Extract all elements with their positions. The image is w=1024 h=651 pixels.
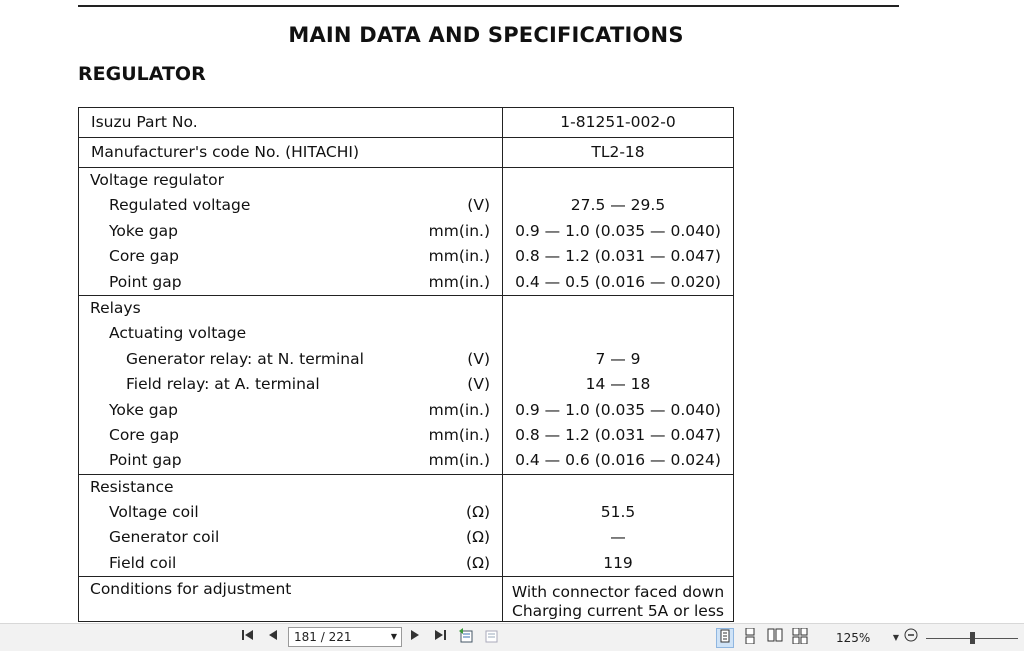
spec-label: Point gap xyxy=(109,272,182,291)
first-page-icon xyxy=(241,628,255,642)
next-view-icon xyxy=(484,628,502,644)
go-forward-view-button[interactable] xyxy=(484,628,502,648)
conditions-value-line: Charging current 5A or less xyxy=(512,602,724,621)
spec-value: 51.5 xyxy=(600,503,636,522)
chevron-down-icon: ▼ xyxy=(390,632,397,641)
continuous-facing-icon xyxy=(792,628,808,644)
part-no-label: Isuzu Part No. xyxy=(79,108,503,138)
single-page-view-button[interactable] xyxy=(716,628,734,648)
spec-label: Voltage coil xyxy=(109,503,199,522)
spec-unit: mm(in.) xyxy=(428,247,490,266)
facing-pages-icon xyxy=(767,628,783,642)
table-row xyxy=(79,474,734,577)
spec-value: 0.8 — 1.2 (0.031 — 0.047) xyxy=(515,425,721,444)
spec-row xyxy=(79,372,502,397)
spec-row xyxy=(79,525,502,550)
spec-unit: (V) xyxy=(467,375,490,394)
table-row xyxy=(79,138,734,168)
spec-unit: (Ω) xyxy=(466,528,490,547)
spec-label: Yoke gap xyxy=(109,400,178,419)
manufacturer-code-label: Manufacturer's code No. (HITACHI) xyxy=(79,138,503,168)
viewer-toolbar xyxy=(0,623,1024,651)
spec-label: Field coil xyxy=(109,553,177,572)
previous-page-button[interactable] xyxy=(266,628,280,648)
group-heading: Resistance xyxy=(90,477,174,496)
continuous-pages-icon xyxy=(744,628,756,644)
continuous-view-button[interactable] xyxy=(741,628,759,648)
spec-row xyxy=(79,219,502,244)
spec-unit: mm(in.) xyxy=(428,425,490,444)
manufacturer-code-value: TL2-18 xyxy=(503,138,734,168)
zoom-dropdown-button[interactable] xyxy=(890,628,902,648)
spec-value: 7 — 9 xyxy=(595,349,641,368)
spec-value: 0.9 — 1.0 (0.035 — 0.040) xyxy=(515,221,721,240)
spec-unit: (V) xyxy=(467,196,490,215)
single-page-icon xyxy=(719,629,731,643)
group-heading: Relays xyxy=(90,298,141,317)
last-page-icon xyxy=(433,628,447,642)
spec-unit: (Ω) xyxy=(466,553,490,572)
page-number-input[interactable] xyxy=(288,627,402,647)
spec-value: 27.5 — 29.5 xyxy=(570,196,666,215)
spec-row xyxy=(79,500,502,525)
zoom-slider-handle[interactable] xyxy=(970,632,975,644)
section-title: REGULATOR xyxy=(78,63,206,85)
spec-row xyxy=(79,270,502,295)
spec-label: Field relay: at A. terminal xyxy=(126,375,320,394)
spec-label: Core gap xyxy=(109,247,179,266)
spec-value: 14 — 18 xyxy=(585,375,651,394)
continuous-facing-view-button[interactable] xyxy=(791,628,809,648)
last-page-button[interactable] xyxy=(432,628,448,648)
spec-unit: mm(in.) xyxy=(428,272,490,291)
go-back-view-button[interactable] xyxy=(458,628,476,648)
zoom-level: 125% xyxy=(836,631,871,645)
spec-unit: (Ω) xyxy=(466,503,490,522)
facing-view-button[interactable] xyxy=(766,628,784,648)
subgroup-heading: Actuating voltage xyxy=(109,324,247,343)
spec-unit: (V) xyxy=(467,349,490,368)
spec-row xyxy=(79,193,502,218)
spec-label: Regulated voltage xyxy=(109,196,251,215)
previous-view-icon xyxy=(458,628,476,644)
conditions-value-line: With connector faced down xyxy=(511,583,725,602)
page-indicator: 181 / 221 xyxy=(294,630,352,644)
spec-label: Yoke gap xyxy=(109,221,178,240)
spec-label: Core gap xyxy=(109,425,179,444)
zoom-out-button[interactable] xyxy=(903,628,919,648)
group-heading: Voltage regulator xyxy=(90,171,225,189)
conditions-label: Conditions for adjustment xyxy=(90,580,292,599)
spec-label: Point gap xyxy=(109,451,182,470)
chevron-down-icon: ▼ xyxy=(892,633,900,642)
spec-table xyxy=(78,107,734,622)
spec-row xyxy=(79,347,502,372)
zoom-out-icon xyxy=(904,628,918,642)
table-row xyxy=(79,577,734,622)
spec-value: 0.4 — 0.5 (0.016 — 0.020) xyxy=(515,272,721,291)
spec-value: 0.8 — 1.2 (0.031 — 0.047) xyxy=(515,247,721,266)
table-row xyxy=(79,108,734,138)
spec-unit: mm(in.) xyxy=(428,221,490,240)
page-title: MAIN DATA AND SPECIFICATIONS xyxy=(288,23,684,47)
spec-label: Generator coil xyxy=(109,528,220,547)
table-row xyxy=(79,168,734,296)
spec-value: 0.4 — 0.6 (0.016 — 0.024) xyxy=(515,451,721,470)
spec-unit: mm(in.) xyxy=(428,400,490,419)
spec-unit: mm(in.) xyxy=(428,451,490,470)
table-row xyxy=(79,295,734,474)
spec-label: Generator relay: at N. terminal xyxy=(126,349,364,368)
previous-page-icon xyxy=(267,628,279,642)
spec-row xyxy=(79,448,502,473)
first-page-button[interactable] xyxy=(240,628,256,648)
next-page-icon xyxy=(409,628,421,642)
spec-row xyxy=(79,423,502,448)
spec-row xyxy=(79,244,502,269)
part-no-value: 1-81251-002-0 xyxy=(503,108,734,138)
top-rule xyxy=(78,5,899,7)
spec-value: — xyxy=(610,528,626,547)
spec-row xyxy=(79,398,502,423)
spec-row xyxy=(79,551,502,576)
spec-value: 0.9 — 1.0 (0.035 — 0.040) xyxy=(515,400,721,419)
next-page-button[interactable] xyxy=(408,628,422,648)
spec-value: 119 xyxy=(603,553,633,572)
